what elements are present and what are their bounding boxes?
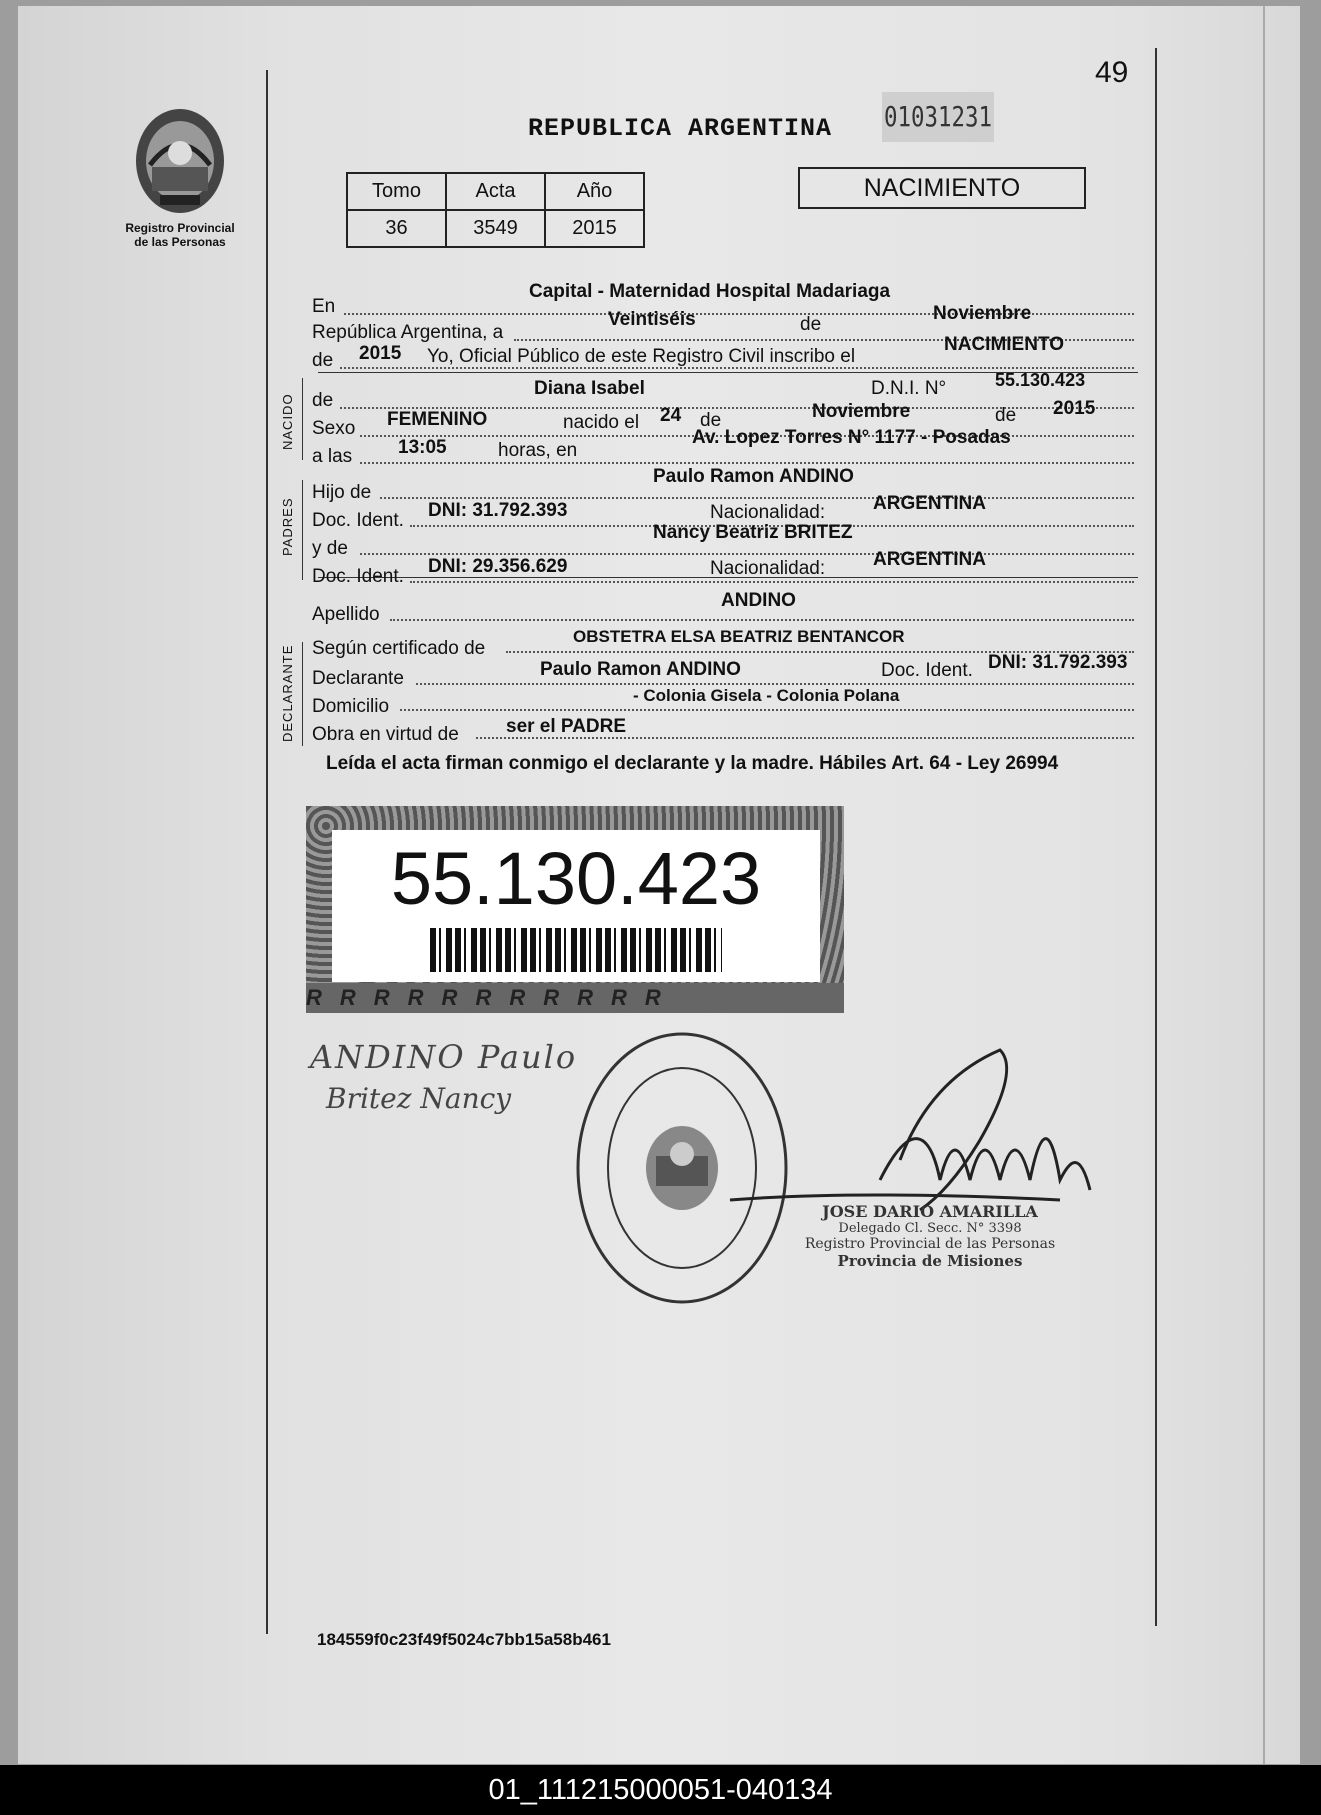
declarante-dots [416,682,1134,685]
cert-value: OBSTETRA ELSA BEATRIZ BENTANCOR [573,627,905,646]
sexo-value: FEMENINO [387,409,488,430]
dni-sticker [306,806,844,1013]
birth-hour: 13:05 [398,437,447,458]
registry-header-row [347,173,644,210]
mother-doc: DNI: 29.356.629 [428,556,568,577]
inscribo-label: Yo, Oficial Público de este Registro Civil inscribo el [427,346,856,367]
birth-day: 24 [660,405,682,426]
record-type-box: NACIMIENTO [798,167,1086,209]
dni-label: D.N.I. N° [871,378,947,399]
a-las-label: a las [312,446,353,467]
barcode-icon [430,928,722,972]
official-role: Delegado Cl. Secc. N° 3398 [838,1221,1022,1236]
crest-label-line1: Registro Provincial [125,221,235,235]
de4-label: de [700,410,722,431]
en-value: Capital - Maternidad Hospital Madariaga [529,281,891,302]
mother-nat-label: Nacionalidad: [710,558,826,579]
hijo-dots [380,496,1134,499]
tomo-value: 36 [347,210,446,247]
official-office: Registro Provincial de las Personas [804,1236,1056,1252]
dni-sticker-panel [332,830,820,982]
page-number: 49 [1095,56,1129,89]
de3-label: de [312,390,334,411]
provincial-crest [120,105,240,249]
apellido-label: Apellido [312,604,380,625]
anio-header: Año [545,173,644,210]
handwritten-name-1: ANDINO Paulo [310,1038,578,1076]
official-province: Provincia de Misiones [837,1252,1023,1270]
section-label-padres: PADRES [280,497,295,556]
birth-year: 2015 [1053,398,1096,419]
crest-label-line2: de las Personas [134,235,226,249]
outer-edge-rule [1263,6,1265,1764]
child-dni: 55.130.423 [995,370,1086,390]
obra-label: Obra en virtud de [312,724,459,745]
acta-value: 3549 [446,210,545,247]
official-stamp [800,1202,1060,1270]
father-nat-label: Nacionalidad: [710,502,826,523]
handwritten-name-2: Britez Nancy [326,1082,512,1115]
horas-label: horas, en [498,440,578,461]
apellido-dots [390,618,1134,621]
birth-month: Noviembre [812,401,911,422]
child-name: Diana Isabel [534,378,645,399]
serial-number: 01031231 [882,92,994,142]
hijo-label: Hijo de [312,482,372,503]
domicilio-dots [400,708,1134,711]
sexo-label: Sexo [312,418,356,439]
tomo-header: Tomo [347,173,446,210]
registry-table [346,172,645,248]
yde-label: y de [312,538,348,559]
right-margin-rule [1155,48,1157,1626]
decl-doc-label: Doc. Ident. [881,660,973,681]
republica-label: República Argentina, a [312,322,504,343]
nacido-label: nacido el [563,412,640,433]
de2-label: de [312,350,334,371]
month-value: Noviembre [933,303,1032,324]
mother-doc-dots [410,580,1134,583]
father-doc-label: Doc. Ident. [312,510,404,531]
inscribo-value: NACIMIENTO [944,334,1064,355]
domicilio-label: Domicilio [312,696,390,717]
section-label-declarante: DECLARANTE [280,644,295,742]
yde-dots [360,552,1134,555]
country-heading: REPUBLICA ARGENTINA [528,114,833,143]
declarante-value: Paulo Ramon ANDINO [540,659,741,680]
declarante-bracket [302,642,303,746]
padres-bracket [302,480,303,580]
registry-value-row [347,210,644,247]
left-margin-rule [266,70,268,1634]
apellido-value: ANDINO [721,590,796,611]
en-label: En [312,296,336,317]
dni-sticker-strip: RRRRRRRRRRR [306,983,844,1013]
section-label-nacido: NACIDO [280,393,295,450]
domicilio-value: - Colonia Gisela - Colonia Polana [633,686,900,705]
row6-dots [360,461,1134,464]
anio-value: 2015 [545,210,644,247]
mother-name: Nancy Beatriz BRITEZ [653,522,853,543]
acta-header: Acta [446,173,545,210]
father-doc: DNI: 31.792.393 [428,500,568,521]
mother-nationality: ARGENTINA [873,549,986,570]
obra-value: ser el PADRE [506,716,627,737]
scan-footer-id: 01_111215000051-040134 [0,1765,1321,1815]
father-nationality: ARGENTINA [873,493,986,514]
official-name: JOSE DARIO AMARILLA [822,1202,1038,1221]
year-value: 2015 [359,343,402,364]
legal-note: Leída el acta firman conmigo el declarante y la madre. Hábiles Art. 64 - Ley 26994 [326,753,1059,774]
de5-label: de [995,405,1017,426]
day-value: Veintiséis [608,309,696,330]
de-label: de [800,314,822,335]
cert-label: Según certificado de [312,638,486,659]
father-name: Paulo Ramon ANDINO [653,466,854,487]
decl-doc-value: DNI: 31.792.393 [988,652,1128,673]
dni-sticker-number: 55.130.423 [390,837,762,920]
mother-doc-label: Doc. Ident. [312,566,404,587]
nacido-bracket [302,378,303,460]
birth-place: Av. Lopez Torres N° 1177 - Posadas [692,427,1011,448]
document-hash: 184559f0c23f49f5024c7bb15a58b461 [317,1630,611,1649]
crest-emblem-icon [130,105,230,217]
declarante-label: Declarante [312,668,404,689]
